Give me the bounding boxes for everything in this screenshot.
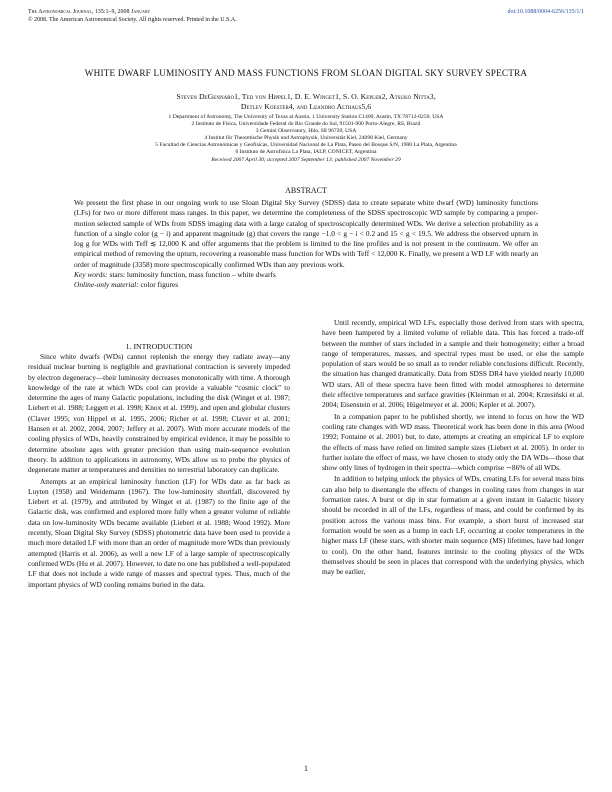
affiliation: 6 Instituto de Astrofísica La Plata, IALP, CONICET, Argentina xyxy=(235,149,377,156)
paragraph: In addition to helping unlock the physics of WDs, creating LFs for several mass bins can also help to disentangle the effects of changes in cooling rates from changes in star formation rates. A burst or dip in star formation at a given instant in Galactic history should be recorded in all of the LFs, regardless of mass, and could be confirmed by its position across the various mass bins. For example, a short burst of increased star formation would be seen as a bump in each LF, occurring at cooler temperatures in the higher mass LF (these stars, with shorter main sequence (MS) lifetimes, have had longer to cool). On the other hand, features intrinsic to the cooling physics of the WDs themselves should be seen in places that correspond with the underlying physics, which may be earlier, xyxy=(322,474,584,577)
paragraph: Until recently, empirical WD LFs, especially those derived from stars with spectra, have been hampered by a limited volume of reliable data. This has forced a trade-off between the number of stars included in a sample and their homogeneity; either a broad range of temperatures, masses, and spectral types must be used, or else the sample population of stars would be so small as to render reliable conclusions difficult. Recently, the situation has changed dramatically. Data from SDSS DR4 have yielded nearly 10,000 WD stars. All of these spectra have been fitted with model atmospheres to determine their effective temperatures and surface gravities (Kleinman et al. 2004; Krzesiński et al. 2004; Eisenstein et al. 2006; Hügelmeyer et al. 2006; Kepler et al. 2007). xyxy=(322,318,584,410)
copyright-line: © 2008. The American Astronomical Society. All rights reserved. Printed in the U.S.A. xyxy=(28,17,237,23)
keywords: stars: luminosity function, mass function – white dwarfs xyxy=(109,270,276,280)
online-material-line xyxy=(74,280,538,290)
keywords-line xyxy=(74,270,538,280)
running-header xyxy=(28,8,584,24)
paragraph: In a companion paper to be published shortly, we intend to focus on how the WD cooling rate changes with WD mass. Theoretical work has been done in this area (Wood 1992; Fontaine et al. 2001) but, to date, attempts at creating an empirical LF to explore the effects of mass have relied on limited sample sizes (Liebert et al. 2005). In order to further isolate the effect of mass, we have chosen to study only the DA WDs—those that show only lines of hydrogen in their spectra—which comprise ∼86% of all WDs. xyxy=(322,411,584,473)
left-column xyxy=(28,352,290,590)
online-material: color figures xyxy=(140,280,179,290)
affiliations xyxy=(28,114,584,164)
page-number: 1 xyxy=(304,764,308,773)
affiliation: 3 Gemini Observatory, Hilo, HI 96720, USA xyxy=(255,128,357,135)
affiliation: 5 Facultad de Ciencias Astronómicas y Geofísicas, Universidad Nacional de La Plata, Paseo del Bosque S/N, 1900 La Plata, Argentina xyxy=(155,142,457,149)
author-list xyxy=(28,92,584,112)
online-material-label: Online-only material: xyxy=(74,280,139,290)
abstract xyxy=(74,198,538,291)
keywords-label: Key words: xyxy=(74,270,108,280)
journal-citation: The Astronomical Journal, 135:1–9, 2008 January xyxy=(28,9,151,15)
right-column xyxy=(322,318,584,577)
publication-dates: Received 2007 April 30; accepted 2007 September 13; published 2007 November 29 xyxy=(211,156,401,163)
author-line: Detlev Koester4, and Leandro Althaus5,6 xyxy=(240,102,372,111)
abstract-heading: ABSTRACT xyxy=(285,186,327,195)
section-heading: 1. INTRODUCTION xyxy=(125,342,193,351)
affiliation: 2 Instituto de Física, Universidade Federal do Rio Grande do Sul, 91501-900 Porto-Alegre, RS, Brazil xyxy=(191,121,421,128)
author-line: Steven DeGennaro1, Ted von Hippel1, D. E. Winget1, S. O. Kepler2, Atsuko Nitta3, xyxy=(176,92,436,101)
affiliation: 4 Institut für Theoretische Physik und Astrophysik, Universität Kiel, 24098 Kiel, Germany xyxy=(204,135,408,142)
affiliation: 1 Department of Astronomy, The University of Texas at Austin, 1 University Station C1400, Austin, TX 78712-0259, USA xyxy=(168,114,444,120)
doi-link[interactable]: doi:10.1088/0004-6256/135/1/1 xyxy=(507,9,584,15)
paragraph: Attempts at an empirical luminosity function (LF) for WDs date as far back as Luyten (1958) and Weidemann (1967). The low-luminosity shortfall, discovered by Liebert et al. (1979), and attributed by Winget et al. (1987) to the finite age of the Galactic disk, was confirmed and explored more fully when a greater volume of reliable data on low-luminosity WDs became available (Liebert et al. 1988; Wood 1992). More recently, Sloan Digital Sky Survey (SDSS) photometric data have been used to provide a much more detailed LF with more than an order of magnitude more WDs than previously attempted (Harris et al. 2006), as well a new LF of a large sample of spectroscopically confirmed WDs (Hu et al. 2007). However, to date no one has published a well-populated LF that does not include a wide range of masses and spectral types. Thus, much of the important physics of WD cooling remains buried in the data. xyxy=(28,476,290,589)
paragraph: Since white dwarfs (WDs) cannot replenish the energy they radiate away—any residual nuclear burning is negligible and gravitational contraction is severely impeded by electron degeneracy—their luminosity decreases monotonically with time. A thorough knowledge of the rate at which WDs cool can provide a valuable “cosmic clock” to determine the ages of many Galactic populations, including the disk (Winget et al. 1987; Liebert et al. 1988; Leggett et al. 1998; Knox et al. 1999), and open and globular clusters (Claver 1995; von Hippel et al. 1995, 2006; Richer et al. 1998; Claver et al. 2001; Hansen et al. 2002, 2004, 2007; Jeffery et al. 2007). With more accurate models of the cooling physics of WDs, heavily constrained by empirical evidence, it may be possible to determine absolute ages with greater precision than using main-sequence evolution theory. In addition to applications in astronomy, WDs allow us to probe the physics of degenerate matter at temperatures and densities no terrestrial laboratory can duplicate. xyxy=(28,352,290,475)
abstract-text: We present the first phase in our ongoing work to use Sloan Digital Sky Survey (SDSS) data to create separate white dwarf (WD) luminosity functions (LFs) for two or more different mass ranges. In this paper, we determine the completeness of the SDSS spectroscopic WD sample by comparing a proper-motion selected sample of WDs from SDSS imaging data with a large catalog of spectroscopically determined WDs. We derive a selection probability as a function of a single color (g − i) and apparent magnitude (g) that covers the range −1.0 < g − i < 0.2 and 15 < g < 19.5. We address the observed upturn in log g for WDs with Teff ≲ 12,000 K and offer arguments that the problem is limited to the line profiles and is not present in the continuum. We offer an empirical method of removing the upturn, recovering a reasonable mass function for WDs with Teff < 12,000 K. Finally, we present a WD LF with nearly an order of magnitude (3358) more spectroscopically confirmed WDs than any previous work. xyxy=(74,198,539,269)
paper-title: WHITE DWARF LUMINOSITY AND MASS FUNCTIONS FROM SLOAN DIGITAL SKY SURVEY SPECTRA xyxy=(84,68,528,78)
